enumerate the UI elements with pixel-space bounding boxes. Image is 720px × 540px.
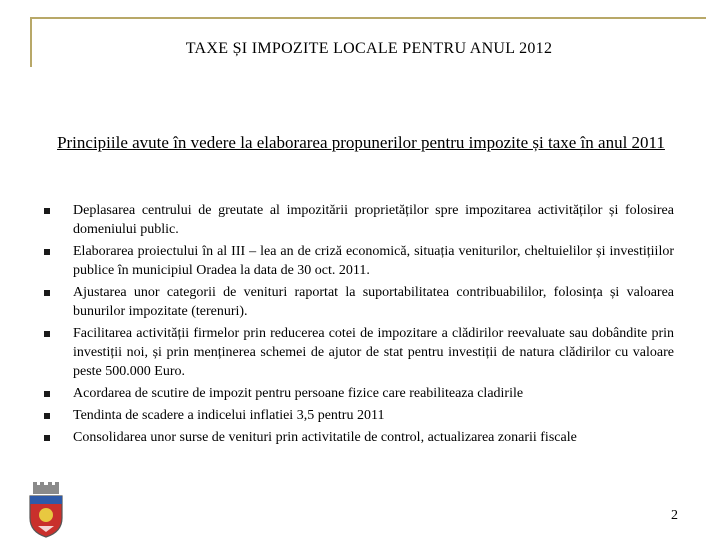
slide-title: TAXE ȘI IMPOZITE LOCALE PENTRU ANUL 2012 xyxy=(185,40,553,57)
bullet-list xyxy=(44,201,674,450)
bullet-item xyxy=(44,324,674,381)
bullet-text: Acordarea de scutire de impozit pentru persoane fizice care reabiliteaza cladirile xyxy=(73,386,524,401)
bullet-item xyxy=(44,283,674,321)
bullet-item xyxy=(44,242,674,280)
bullet-text: Elaborarea proiectului în al III – lea an de criză economică, situația veniturilor, cheltuielilor și investițiilor publice în municipiul Oradea la data de 30 oct. 2011. xyxy=(73,244,674,278)
bullet-item xyxy=(44,384,674,403)
bullet-item xyxy=(44,201,674,239)
square-bullet-icon xyxy=(44,208,50,214)
bullet-text: Tendinta de scadere a indicelui inflatiei 3,5 pentru 2011 xyxy=(73,408,385,423)
page-number: 2 xyxy=(671,508,678,523)
frame-top-line xyxy=(30,17,706,19)
bullet-text: Ajustarea unor categorii de venituri raportat la suportabilitatea contribuabililor, folosința și valoarea bunurilor impozitate (terenuri). xyxy=(73,285,674,319)
square-bullet-icon xyxy=(44,413,50,419)
section-heading: Principiile avute în vedere la elaborarea propunerilor pentru impozite și taxe în anul 2011 xyxy=(57,133,665,152)
square-bullet-icon xyxy=(44,435,50,441)
square-bullet-icon xyxy=(44,249,50,255)
square-bullet-icon xyxy=(44,391,50,397)
bullet-text: Consolidarea unor surse de venituri prin activitatile de control, actualizarea zonarii fiscale xyxy=(73,430,577,445)
square-bullet-icon xyxy=(44,290,50,296)
bullet-item xyxy=(44,406,674,425)
bullet-text: Facilitarea activității firmelor prin reducerea cotei de impozitare a clădirilor reevaluate sau dobândite prin investiții noi, și prin menținerea schemei de ajutor de stat pentru investiții de natura clădirilor cu valoare peste 500.000 Euro. xyxy=(73,326,674,379)
square-bullet-icon xyxy=(44,331,50,337)
bullet-item xyxy=(44,428,674,447)
bullet-text: Deplasarea centrului de greutate al impozitării proprietăților spre impozitarea activităților și folosirea domeniului public. xyxy=(73,203,674,237)
city-coat-of-arms-icon xyxy=(26,482,66,538)
